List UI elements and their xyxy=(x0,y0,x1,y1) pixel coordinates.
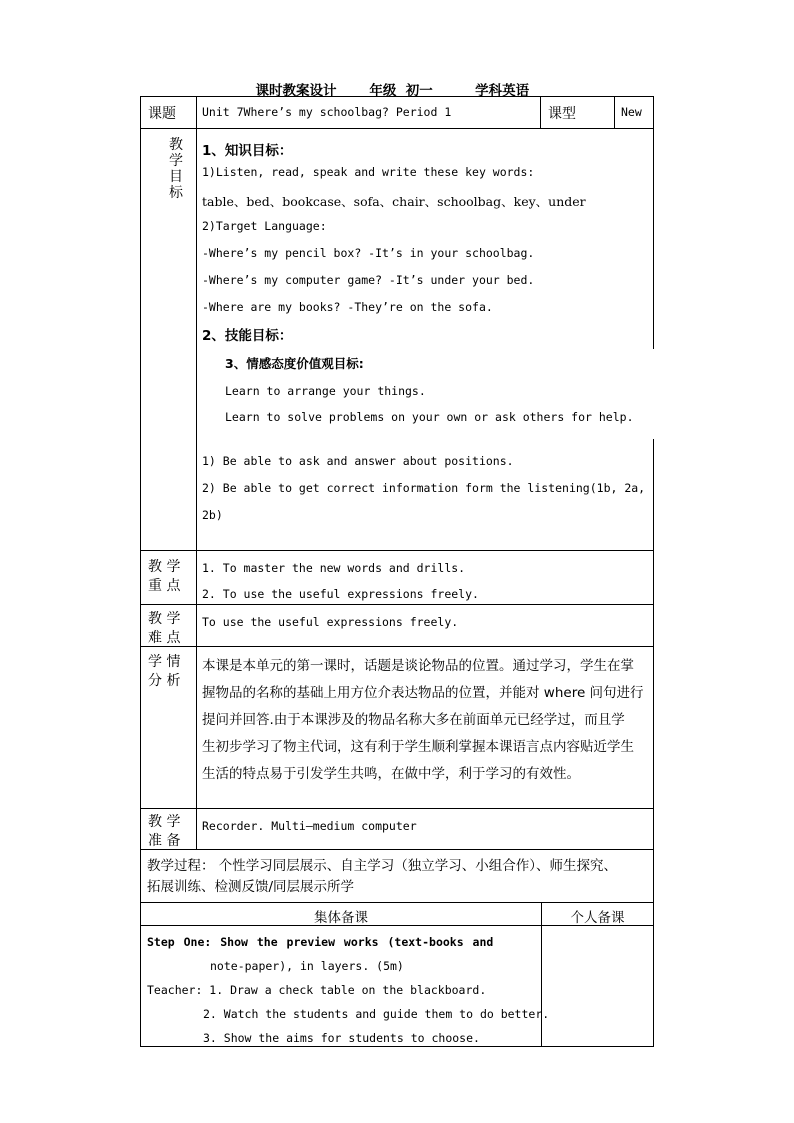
objective-line-1: 1)Listen, read, speak and write these key words: xyxy=(202,165,535,179)
key-words: table、bed、bookcase、sofa、chair、schoolbag、key、under xyxy=(202,194,586,209)
difficulty-label-cell xyxy=(140,604,197,647)
analysis-line-4: 生初步学习了物主代词，这有利于学生顺利掌握本课语言点内容贴近学生 xyxy=(202,739,634,755)
skill-2: 2) Be able to get correct information form the listening(1b, 2a, xyxy=(202,481,646,495)
topic-label-cell xyxy=(140,96,197,129)
preparation-label-cell xyxy=(140,808,197,850)
topic-value: Unit 7Where’s my schoolbag? Period 1 xyxy=(202,105,452,119)
type-value-cell xyxy=(614,96,654,129)
analysis-line-2: 握物品的名称的基础上用方位介表达物品的位置，并能对 where 问句进行 xyxy=(202,685,644,701)
analysis-line-5: 生活的特点易于引发学生共鸣，在做中学，利于学习的有效性。 xyxy=(202,766,580,782)
objectives-label: 教学目标 xyxy=(169,137,183,201)
preparation-content-cell xyxy=(196,808,654,850)
doc-title: 课时教案设计 xyxy=(255,83,337,99)
focus-label-2: 重 点 xyxy=(148,578,181,594)
analysis-label-1: 学 情 xyxy=(148,654,181,670)
focus-label-cell xyxy=(140,550,197,605)
emotion-2: Learn to solve problems on your own or ask others for help. xyxy=(225,410,634,424)
difficulty-text: To use the useful expressions freely. xyxy=(202,615,459,629)
step-one-title-cont: note-paper), in layers. (5m) xyxy=(210,959,404,973)
dialog-1: -Where’s my pencil box? -It’s in your schoolbag. xyxy=(202,246,535,260)
process-line-2: 拓展训练、检测反馈/同层展示所学 xyxy=(147,879,355,895)
topic-label: 课题 xyxy=(148,106,176,122)
subject-value: 英语 xyxy=(502,83,530,99)
topic-value-cell xyxy=(196,96,541,129)
step-one-title: Step One: Show the preview works (text-books and xyxy=(147,935,494,949)
analysis-label-2: 分 析 xyxy=(148,673,181,689)
analysis-line-3: 提问并回答.由于本课涉及的物品名称大多在前面单元已经学过，而且学 xyxy=(202,712,625,728)
teacher-task-3: 3. Show the aims for students to choose. xyxy=(203,1031,480,1045)
focus-content-cell xyxy=(196,550,654,605)
analysis-line-1: 本课是本单元的第一课时，话题是谈论物品的位置。通过学习，学生在掌 xyxy=(202,658,634,674)
objectives-content-cell xyxy=(196,128,654,551)
grade-label: 年级 xyxy=(369,83,397,99)
preparation-text: Recorder. Multi—medium computer xyxy=(202,819,417,833)
teacher-task-1: Teacher: 1. Draw a check table on the blackboard. xyxy=(147,983,487,997)
difficulty-content-cell xyxy=(196,604,654,647)
dialog-3: -Where are my books? -They’re on the sofa. xyxy=(202,300,493,314)
emotion-heading: 3、情感态度价值观目标: xyxy=(225,356,364,371)
collective-header: 集体备课 xyxy=(314,910,368,926)
type-label-cell xyxy=(540,96,615,129)
focus-item-1: 1. To master the new words and drills. xyxy=(202,561,466,575)
focus-item-2: 2. To use the useful expressions freely. xyxy=(202,587,479,601)
step-one-cell xyxy=(140,925,550,1047)
preparation-label-1: 教 学 xyxy=(148,814,181,830)
personal-header: 个人备课 xyxy=(570,910,625,926)
type-value: New xyxy=(621,105,642,119)
process-cell xyxy=(140,849,654,903)
objective-line-2: 2)Target Language: xyxy=(202,219,327,233)
analysis-content-cell xyxy=(196,646,654,809)
type-label: 课型 xyxy=(548,106,576,122)
knowledge-heading: 1、知识目标： xyxy=(202,143,293,159)
focus-label-1: 教 学 xyxy=(148,559,181,575)
subject-label: 学科 xyxy=(475,83,503,99)
skill-2b: 2b) xyxy=(202,508,223,522)
preparation-label-2: 准 备 xyxy=(148,833,181,849)
difficulty-label-1: 教 学 xyxy=(148,611,181,627)
teacher-task-2: 2. Watch the students and guide them to do better. xyxy=(203,1007,550,1021)
dialog-2: -Where’s my computer game? -It’s under your bed. xyxy=(202,273,535,287)
analysis-label-cell xyxy=(140,646,197,809)
personal-notes-cell xyxy=(541,925,654,1047)
skill-1: 1) Be able to ask and answer about positions. xyxy=(202,454,514,468)
personal-header-cell xyxy=(541,902,654,926)
emotion-1: Learn to arrange your things. xyxy=(225,384,426,398)
skill-heading: 2、技能目标： xyxy=(202,328,293,344)
collective-header-cell xyxy=(140,902,542,926)
difficulty-label-2: 难 点 xyxy=(148,630,181,646)
process-line-1: 教学过程： 个性学习同层展示、自主学习（独立学习、小组合作）、师生探究、 xyxy=(147,858,618,874)
grade-value: 初一 xyxy=(405,83,433,99)
objectives-label-cell xyxy=(140,128,197,551)
